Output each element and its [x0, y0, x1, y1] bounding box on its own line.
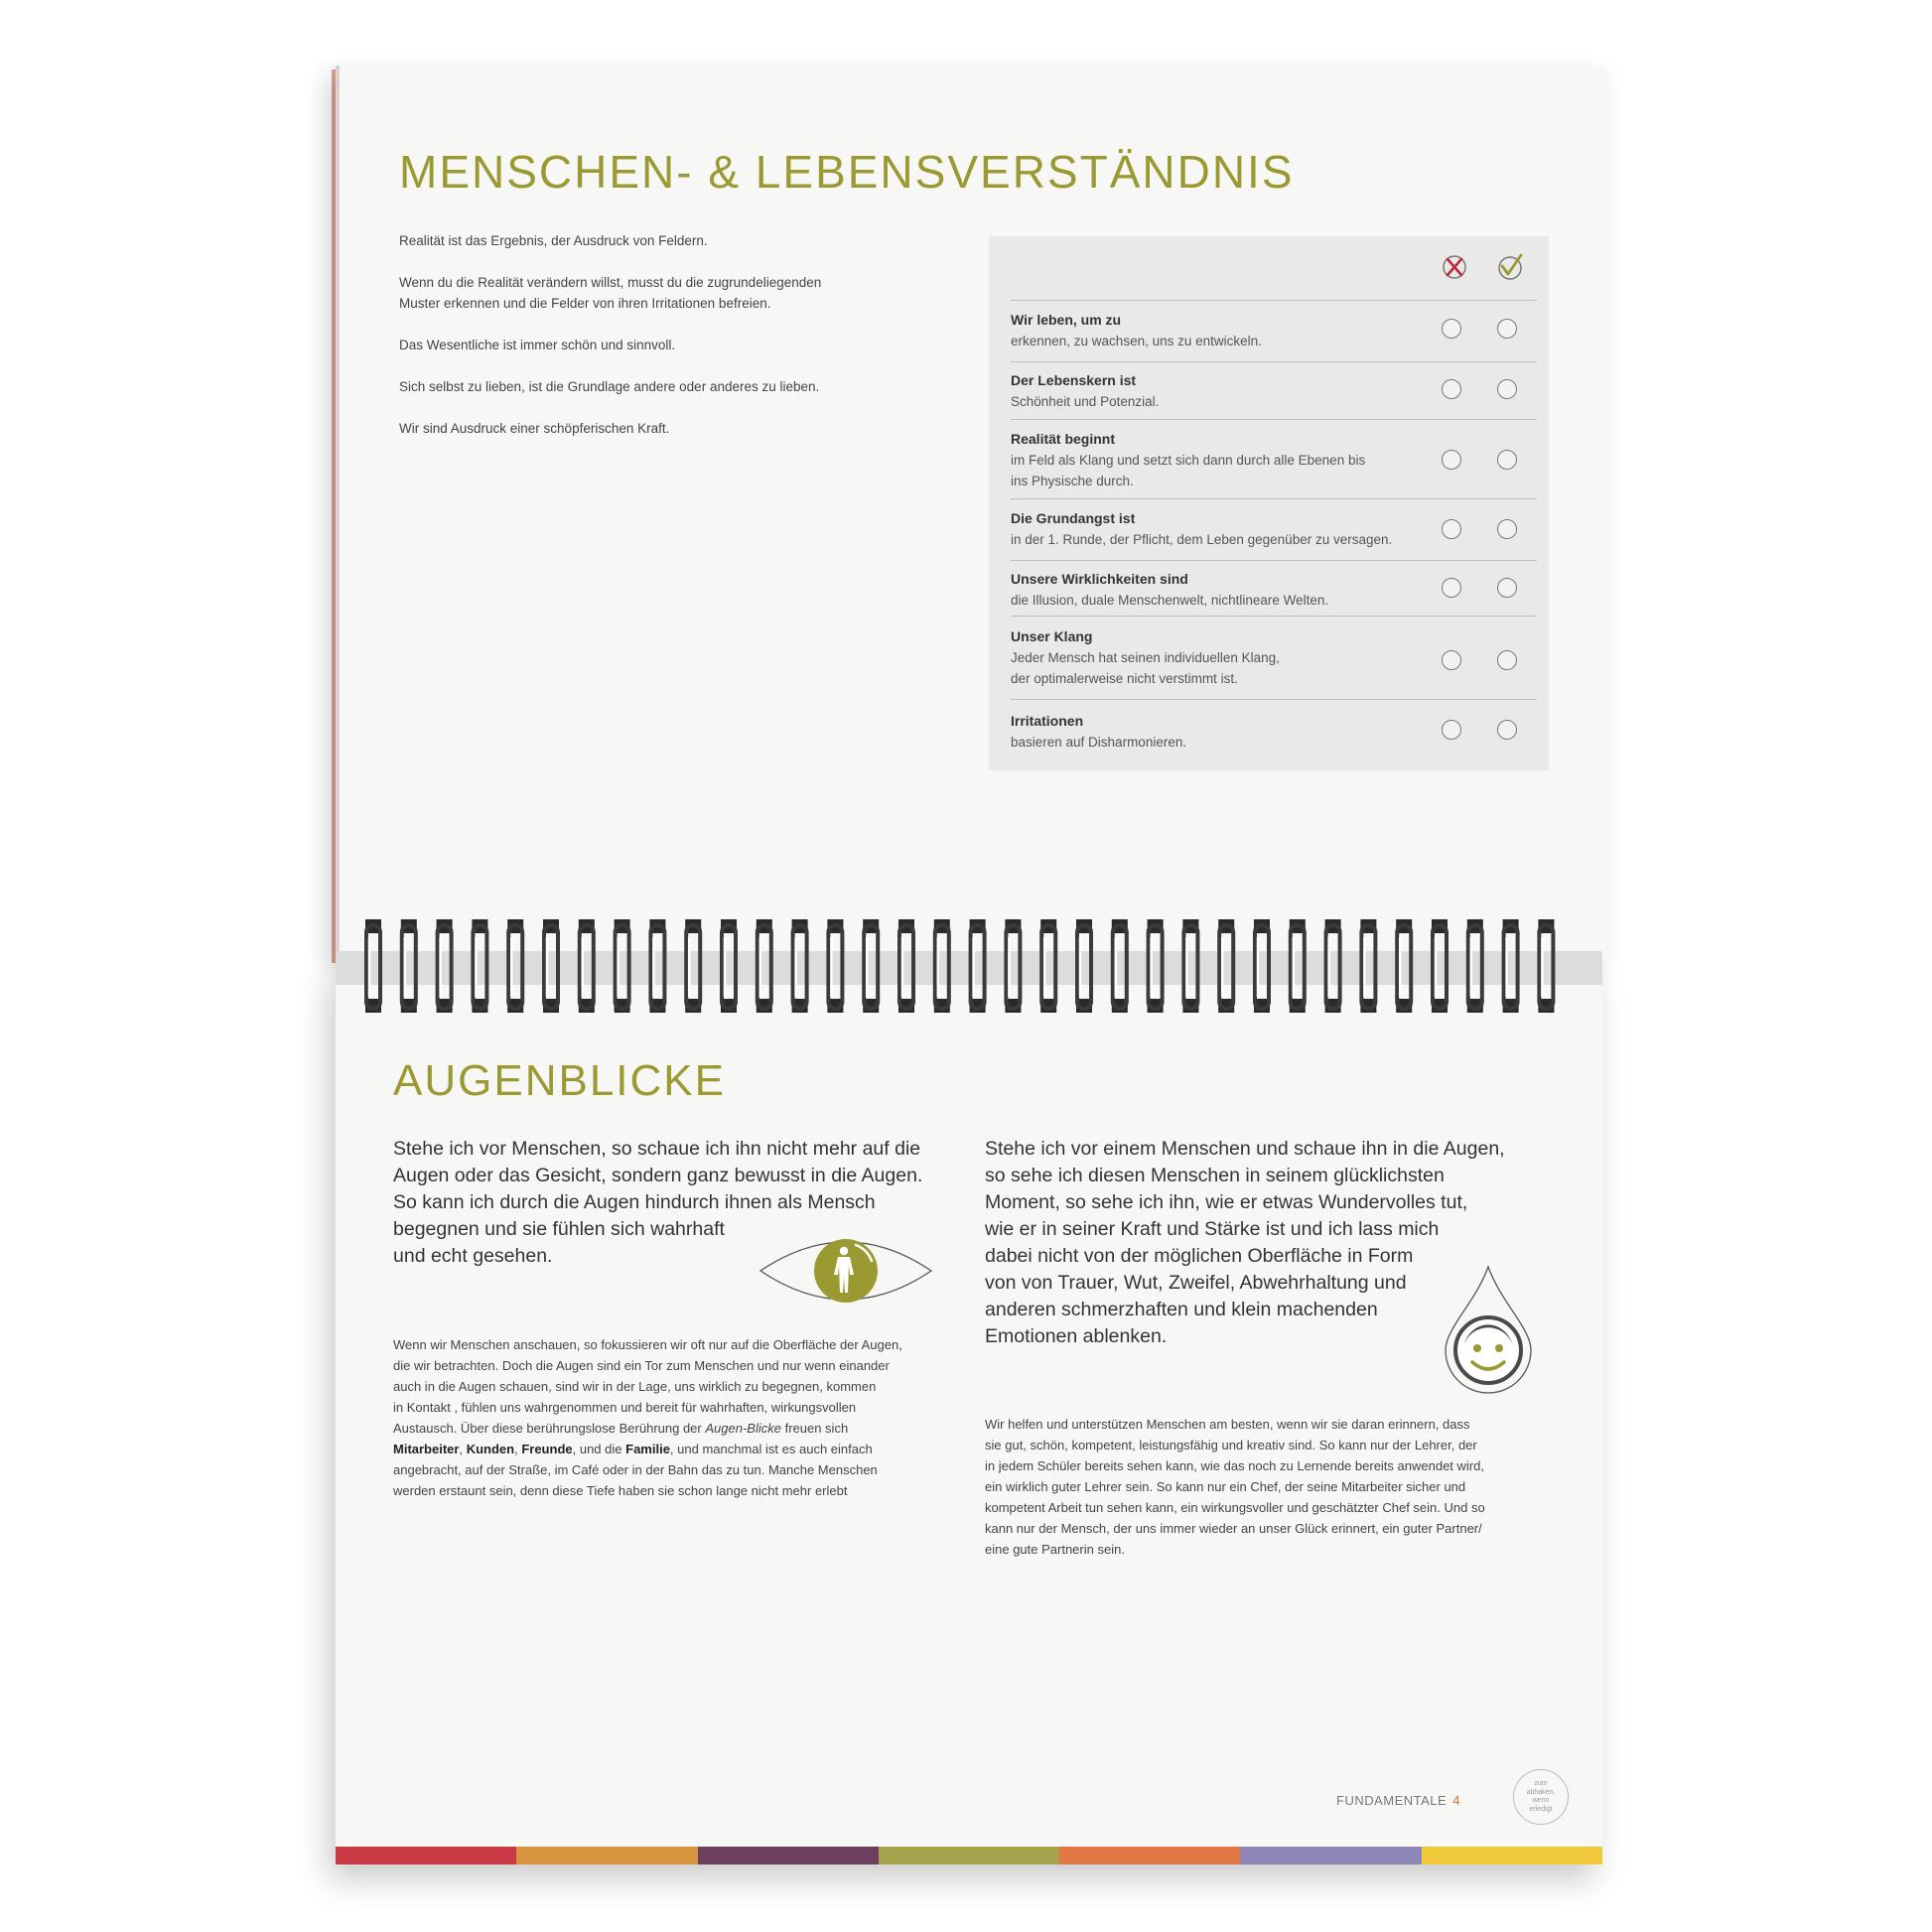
body-line: sie gut, schön, kompetent, leistungsfähig und kreativ sind. So kann nur der Lehrer, der [985, 1438, 1477, 1452]
intro-paragraph: Sich selbst zu lieben, ist die Grundlage andere oder anderes zu lieben. [399, 379, 820, 394]
stamp-line: abhaken, [1526, 1788, 1556, 1796]
radio-false[interactable] [1442, 578, 1461, 598]
quiz-item-text: Schönheit und Potenzial. [1011, 394, 1160, 409]
page-number: 4 [1452, 1793, 1460, 1808]
radio-false[interactable] [1442, 319, 1461, 339]
quiz-item [1011, 419, 1537, 499]
body-line: kompetent Arbeit tun sehen kann, ein wirkungsvoller und geschätzter Chef sein. Und so [985, 1500, 1485, 1515]
lead-line: so sehe ich diesen Menschen in seinem glücklichsten [985, 1165, 1445, 1186]
color-segment [1059, 1847, 1240, 1864]
radio-true[interactable] [1497, 450, 1517, 470]
lead-line: begegnen und sie fühlen sich wahrhaft [393, 1218, 725, 1240]
quiz-item-title: Die Grundangst ist [1011, 510, 1136, 526]
spiral-binding [336, 911, 1602, 1023]
eye-person-icon [759, 1231, 933, 1311]
lead-line: dabei nicht von der möglichen Oberfläche in Form [985, 1245, 1414, 1267]
quiz-item-title: Wir leben, um zu [1011, 312, 1122, 328]
quiz-header [989, 236, 1549, 300]
intro-paragraph: Realität ist das Ergebnis, der Ausdruck von Feldern. [399, 233, 708, 248]
page-footer [1336, 1793, 1460, 1808]
radio-true[interactable] [1497, 650, 1517, 670]
stamp-line: zum [1534, 1780, 1548, 1787]
body-line: angebracht, auf der Straße, im Café oder in der Bahn das zu tun. Manche Menschen [393, 1462, 878, 1477]
color-segment [1240, 1847, 1421, 1864]
radio-false[interactable] [1442, 650, 1461, 670]
quiz-item-text: basieren auf Disharmonieren. [1011, 735, 1187, 750]
body-line: werden erstaunt sein, denn diese Tiefe haben sie schon lange nicht mehr erlebt [393, 1483, 848, 1498]
body-line: Wir helfen und unterstützen Menschen am besten, wenn wir sie daran erinnern, dass [985, 1417, 1470, 1432]
intro-paragraph: Wenn du die Realität verändern willst, musst du die zugrundeliegenden Muster erkennen und die Felder von ihren Irritationen befreien. [399, 275, 822, 311]
lead-line: Moment, so sehe ich ihn, wie er etwas Wundervolles tut, [985, 1191, 1468, 1213]
radio-false[interactable] [1442, 379, 1461, 399]
quiz-item-title: Unsere Wirklichkeiten sind [1011, 571, 1188, 587]
lead-line: von von Trauer, Wut, Zweifel, Abwehrhaltung und [985, 1272, 1407, 1294]
radio-false[interactable] [1442, 450, 1461, 470]
intro-paragraph: Das Wesentliche ist immer schön und sinnvoll. [399, 338, 676, 352]
color-segment [336, 1847, 516, 1864]
quiz-item [1011, 699, 1537, 765]
body-line: Austausch. Über diese berührungslose Berührung der Augen-Blicke freuen sich [393, 1421, 849, 1436]
intro-text [399, 230, 915, 460]
quiz-item-title: Irritationen [1011, 713, 1084, 729]
body-line: Wenn wir Menschen anschauen, so fokussieren wir oft nur auf die Oberfläche der Augen, [393, 1337, 902, 1352]
body-line: in Kontakt , fühlen uns wahrgenommen und bereit für wahrhaften, wirkungsvollen [393, 1400, 857, 1415]
footer-label: FUNDAMENTALE [1336, 1793, 1448, 1808]
stamp-line: erledigt [1529, 1805, 1553, 1813]
bottom-page [336, 965, 1602, 1864]
smiley-drop-icon [1442, 1263, 1535, 1396]
quiz-item-title: Realität beginnt [1011, 431, 1116, 447]
radio-true[interactable] [1497, 379, 1517, 399]
body-line: kann nur der Mensch, der uns immer wieder an unser Glück erinnert, ein guter Partner/ [985, 1521, 1482, 1536]
radio-true[interactable] [1497, 720, 1517, 740]
lead-line: wie er in seiner Kraft und Stärke ist und ich lass mich [985, 1218, 1440, 1240]
quiz-item-title: Der Lebenskern ist [1011, 372, 1137, 388]
quiz-item [1011, 560, 1537, 617]
stamp-line: wenn [1532, 1797, 1550, 1804]
lead-line: Stehe ich vor Menschen, so schaue ich ihn nicht mehr auf die [393, 1138, 921, 1160]
check-circle-icon [1497, 254, 1523, 280]
color-segment [879, 1847, 1059, 1864]
lead-line: anderen schmerzhaften und klein machenden [985, 1299, 1378, 1320]
lead-line: Emotionen ablenken. [985, 1325, 1168, 1347]
quiz-item-text: erkennen, zu wachsen, uns zu entwickeln. [1011, 334, 1262, 348]
color-segment [516, 1847, 697, 1864]
quiz-item [1011, 361, 1537, 420]
color-segment [1422, 1847, 1602, 1864]
quiz-box [989, 236, 1549, 770]
radio-true[interactable] [1497, 519, 1517, 539]
lead-line: Stehe ich vor einem Menschen und schaue ihn in die Augen, [985, 1138, 1505, 1160]
lead-line: Augen oder das Gesicht, sondern ganz bewusst in die Augen. [393, 1165, 923, 1186]
radio-true[interactable] [1497, 319, 1517, 339]
quiz-item-text: in der 1. Runde, der Pflicht, dem Leben gegenüber zu versagen. [1011, 532, 1393, 547]
body-text-left [393, 1334, 989, 1501]
body-line: auch in die Augen schauen, sind wir in der Lage, uns wirklich zu begegnen, kommen [393, 1379, 877, 1394]
body-line: ein wirklich guter Lehrer sein. So kann nur ein Chef, der seine Mitarbeiter sicher und [985, 1479, 1466, 1494]
lead-line: So kann ich durch die Augen hindurch ihnen als Mensch [393, 1191, 876, 1213]
quiz-item-text: Jeder Mensch hat seinen individuellen Klang, der optimalerweise nicht verstimmt ist. [1011, 650, 1280, 686]
body-line: in jedem Schüler bereits sehen kann, wie das noch zu Lernende bereits anwendet wird, [985, 1458, 1484, 1473]
body-line: eine gute Partnerin sein. [985, 1542, 1125, 1557]
quiz-item [1011, 616, 1537, 700]
top-page [336, 66, 1606, 963]
page-title: MENSCHEN- & LEBENSVERSTÄNDNIS [399, 146, 1295, 198]
body-text-right [985, 1414, 1561, 1560]
quiz-item-text: die Illusion, duale Menschenwelt, nichtlineare Welten. [1011, 593, 1329, 608]
body-line: Mitarbeiter, Kunden, Freunde, und die Familie, und manchmal ist es auch einfach [393, 1442, 873, 1456]
cross-circle-icon [1442, 254, 1467, 280]
quiz-item [1011, 300, 1537, 362]
page-title: AUGENBLICKE [393, 1056, 726, 1105]
quiz-item-title: Unser Klang [1011, 628, 1093, 644]
intro-paragraph: Wir sind Ausdruck einer schöpferischen Kraft. [399, 421, 670, 436]
done-stamp[interactable] [1513, 1769, 1569, 1825]
radio-true[interactable] [1497, 578, 1517, 598]
color-segment [698, 1847, 879, 1864]
lead-line: und echt gesehen. [393, 1245, 553, 1267]
radio-false[interactable] [1442, 720, 1461, 740]
quiz-item [1011, 498, 1537, 561]
color-bar [336, 1847, 1602, 1864]
body-line: die wir betrachten. Doch die Augen sind ein Tor zum Menschen und nur wenn einander [393, 1358, 890, 1373]
radio-false[interactable] [1442, 519, 1461, 539]
quiz-item-text: im Feld als Klang und setzt sich dann durch alle Ebenen bis ins Physische durch. [1011, 453, 1366, 488]
